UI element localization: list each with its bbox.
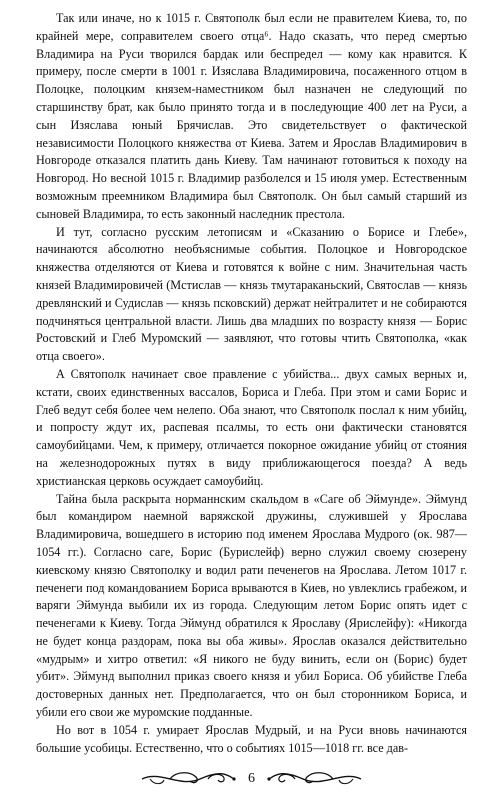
left-scroll-ornament-icon [140,768,236,790]
paragraph-4: Тайна была раскрыта норманнским скальдом в «Саге об Эймунде». Эймунд был командиром наемной варяжской дружины, служившей у Ярослава Владимировича, вошедшего в историю под именем Ярослава Мудрого (ок. 987— 1054 гг.). Согласно саге, Борис (Бурислейф) верно служил своему сюзерену киевскому князю Святополку и водил рати печенегов на Ярослава. Летом 1017 г. печенеги под командованием Бориса врываются в Киев, но увлеклись грабежом, и варяги Эймунда выбили их из города. Следующим летом Борис опять идет с печенегами к Киеву. Тогда Эймунд обратился к Ярославу (Ярислейфу): «Никогда не будет конца раздорам, пока вы оба живы». Ярослав оказался действительно «мудрым» и хитро ответил: «Я никого не буду винить, если он (Борис) будет убит». Эймунд выполнил приказ своего князя и убил Бориса. Об убийстве Глеба достоверных данных нет. Предполагается, что он был сторонником Бориса, и убили его свои же муромские подданные. [36,491,467,720]
paragraph-3: А Святополк начинает свое правление с убийства... двух самых верных и, кстати, своих единственных вассалов, Бориса и Глеба. При этом и сами Борис и Глеб ведут себя более чем нелепо. Оба знают, что Святополк послал к ним убийц, и попросту ждут их, распевая псалмы, то есть они фактически становятся самоубийцами. Чем, к примеру, отличается покорное ожидание убийц от стояния на железнодорожных путях в виду приближающегося поезда? А ведь христианская церковь осуждает самоубийц. [36,366,467,488]
paragraph-1: Так или иначе, но к 1015 г. Святополк был если не правителем Киева, то, по крайней мере, соправителем своего отца⁶. Надо сказать, что перед смертью Владимира на Руси творился бардак или беспредел — кому как нравится. К примеру, после смерти в 1001 г. Изяслава Владимировича, посаженного отцом в Полоцке, полоцким князем-наместником был назначен не следующий по старшинству брат, как было принято тогда и в последующие 400 лет на Руси, а сын Изяслава юный Брячислав. Это свидетельствует о фактической независимости Полоцкого княжества от Киева. Затем и Ярослав Владимирович в Новгороде отказался платить дань Киеву. Там начинают готовиться к походу на Новгород. Но весной 1015 г. Владимир разболелся и 15 июля умер. Естественным возможным преемником Владимира был Святополк. Он был самый старший из сыновей Владимира, то есть законный наследник престола. [36,11,467,221]
page-footer [36,766,467,792]
paragraph-2: И тут, согласно русским летописям и «Сказанию о Борисе и Глебе», начинаются абсолютно необъяснимые события. Полоцкое и Новгородское княжества отделяются от Киева и готовятся к войне с ним. Значительная часть князей Владимировичей (Мстислав — князь тмутараканьский, Святослав — князь древлянский и Судислав — князь псковский) держат нейтралитет и не собираются подчиняться центральной власти. Лишь два младших по возрасту князя — Борис Ростовский и Глеб Муромский — заявляют, что готовы чтить Святополка, «как отца своего». [36,224,467,364]
page-number: 6 [248,771,255,786]
paragraph-5: Но вот в 1054 г. умирает Ярослав Мудрый, и на Руси вновь начинаются большие усобицы. Естественно, что о событиях 1015—1018 гг. все дав- [36,722,467,755]
right-scroll-ornament-icon [267,768,363,790]
